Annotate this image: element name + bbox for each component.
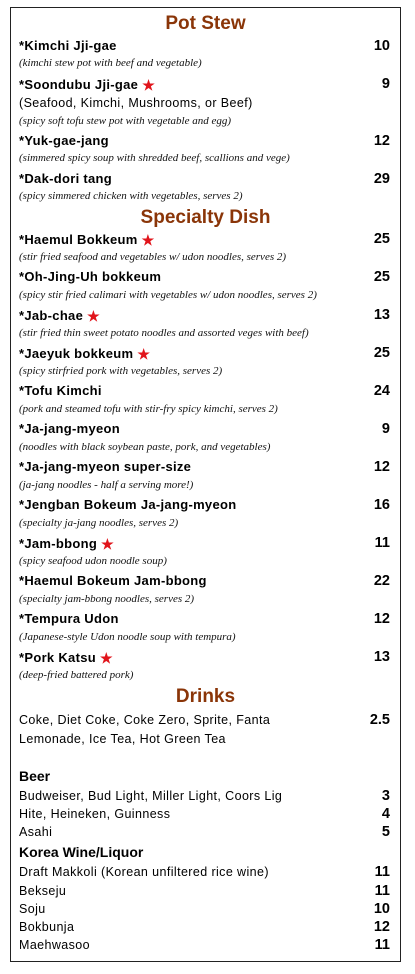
menu-item-name: *Haemul Bokeum Jam-bbong xyxy=(19,573,207,588)
menu-item-price: 13 xyxy=(373,307,390,323)
menu-item-description: (spicy stir fried calimari with vegetables w/ udon noodles, serves 2) xyxy=(19,289,317,301)
drink-item-price: 11 xyxy=(374,937,390,953)
menu-item-name: *Yuk-gae-jang xyxy=(19,133,109,148)
menu-item-description: (stir fried thin sweet potato noodles and assorted veges with beef) xyxy=(19,327,309,339)
soft-drinks-line-1: Coke, Diet Coke, Coke Zero, Sprite, Fanta xyxy=(19,713,271,727)
menu-item-price: 25 xyxy=(373,231,390,247)
menu-item-price: 25 xyxy=(373,269,390,285)
menu-item-price: 16 xyxy=(373,497,390,513)
drink-item-name: Bekseju xyxy=(19,884,67,898)
korea-wine-liquor-heading: Korea Wine/Liquor xyxy=(19,844,144,860)
drink-item-price: 10 xyxy=(373,901,390,917)
menu-item-description: (specialty jam-bbong noodles, serves 2) xyxy=(19,593,195,605)
menu-item-name: *Jengban Bokeum Ja-jang-myeon xyxy=(19,497,237,512)
menu-item-description: (simmered spicy soup with shredded beef, scallions and vege) xyxy=(19,152,290,164)
menu-item-price: 29 xyxy=(373,171,390,187)
menu-item-name: *Dak-dori tang xyxy=(19,171,113,186)
section-title-drinks: Drinks xyxy=(175,686,236,707)
menu-item-price: 12 xyxy=(373,611,390,627)
drink-item-name: Soju xyxy=(19,902,46,916)
menu-item-description: (ja-jang noodles - half a serving more!) xyxy=(19,479,194,491)
menu-item-price: 12 xyxy=(373,133,390,149)
drink-item-price: 4 xyxy=(381,806,390,822)
section-title-pot-stew: Pot Stew xyxy=(165,13,246,34)
menu-item-description: (stir fried seafood and vegetables w/ udon noodles, serves 2) xyxy=(19,251,287,263)
menu-item-description: (pork and steamed tofu with stir-fry spicy kimchi, serves 2) xyxy=(19,403,278,415)
menu-item-name: *Jam-bbong ★ xyxy=(19,536,114,552)
menu-item-description: (noodles with black soybean paste, pork, and vegetables) xyxy=(19,441,271,453)
spicy-star-icon: ★ xyxy=(101,536,114,552)
menu-item-name: *Ja-jang-myeon super-size xyxy=(19,459,192,474)
drink-item-name: Maehwasoo xyxy=(19,938,91,952)
menu-item-price: 24 xyxy=(373,383,390,399)
menu-item-price: 10 xyxy=(373,38,390,54)
menu-item-description: (spicy stirfried pork with vegetables, serves 2) xyxy=(19,365,223,377)
menu-item-description: (deep-fried battered pork) xyxy=(19,669,134,681)
menu-item-name: *Soondubu Jji-gae ★ xyxy=(19,77,156,93)
menu-item-price: 9 xyxy=(381,421,390,437)
menu-item-price: 12 xyxy=(373,459,390,475)
menu-item-name: *Ja-jang-myeon xyxy=(19,421,121,436)
menu-item-name: *Oh-Jing-Uh bokkeum xyxy=(19,269,162,284)
soft-drinks-price: 2.5 xyxy=(369,712,390,728)
menu-item-description: (spicy soft tofu stew pot with vegetable and egg) xyxy=(19,115,232,127)
menu-item-name: *Pork Katsu ★ xyxy=(19,650,113,666)
menu-item-price: 11 xyxy=(374,535,390,551)
drink-item-name: Budweiser, Bud Light, Miller Light, Coors Lig xyxy=(19,789,283,803)
drink-item-name: Bokbunja xyxy=(19,920,75,934)
drink-item-price: 11 xyxy=(374,883,390,899)
menu-item-price: 25 xyxy=(373,345,390,361)
menu-item-name: *Tofu Kimchi xyxy=(19,383,102,398)
soft-drinks-line-2: Lemonade, Ice Tea, Hot Green Tea xyxy=(19,732,226,746)
menu-board xyxy=(10,7,401,962)
drink-item-name: Draft Makkoli (Korean unfiltered rice wine) xyxy=(19,865,269,879)
spicy-star-icon: ★ xyxy=(100,650,113,666)
menu-item-price: 13 xyxy=(373,649,390,665)
menu-item-price: 9 xyxy=(381,76,390,92)
menu-item-name: *Jab-chae ★ xyxy=(19,308,100,324)
menu-item-description: (kimchi stew pot with beef and vegetable) xyxy=(19,57,202,69)
drink-item-price: 12 xyxy=(373,919,390,935)
drink-item-price: 3 xyxy=(381,788,390,804)
spicy-star-icon: ★ xyxy=(87,308,100,324)
menu-item-options: (Seafood, Kimchi, Mushrooms, or Beef) xyxy=(19,96,253,110)
menu-item-name: *Tempura Udon xyxy=(19,611,119,626)
menu-item-description: (spicy seafood udon noodle soup) xyxy=(19,555,167,567)
menu-item-description: (specialty ja-jang noodles, serves 2) xyxy=(19,517,179,529)
menu-item-name: *Jaeyuk bokkeum ★ xyxy=(19,346,151,362)
drink-item-price: 11 xyxy=(374,864,390,880)
menu-item-name: *Kimchi Jji-gae xyxy=(19,38,117,53)
section-title-specialty-dish: Specialty Dish xyxy=(140,207,271,228)
menu-item-description: (Japanese-style Udon noodle soup with tempura) xyxy=(19,631,236,643)
menu-item-description: (spicy simmered chicken with vegetables, serves 2) xyxy=(19,190,243,202)
menu-item-name: *Haemul Bokkeum ★ xyxy=(19,232,155,248)
drink-item-name: Asahi xyxy=(19,825,53,839)
drink-item-name: Hite, Heineken, Guinness xyxy=(19,807,171,821)
spicy-star-icon: ★ xyxy=(142,77,156,93)
spicy-star-icon: ★ xyxy=(141,232,155,248)
beer-heading: Beer xyxy=(19,768,51,784)
drink-item-price: 5 xyxy=(381,824,390,840)
spicy-star-icon: ★ xyxy=(137,346,151,362)
menu-item-price: 22 xyxy=(373,573,390,589)
